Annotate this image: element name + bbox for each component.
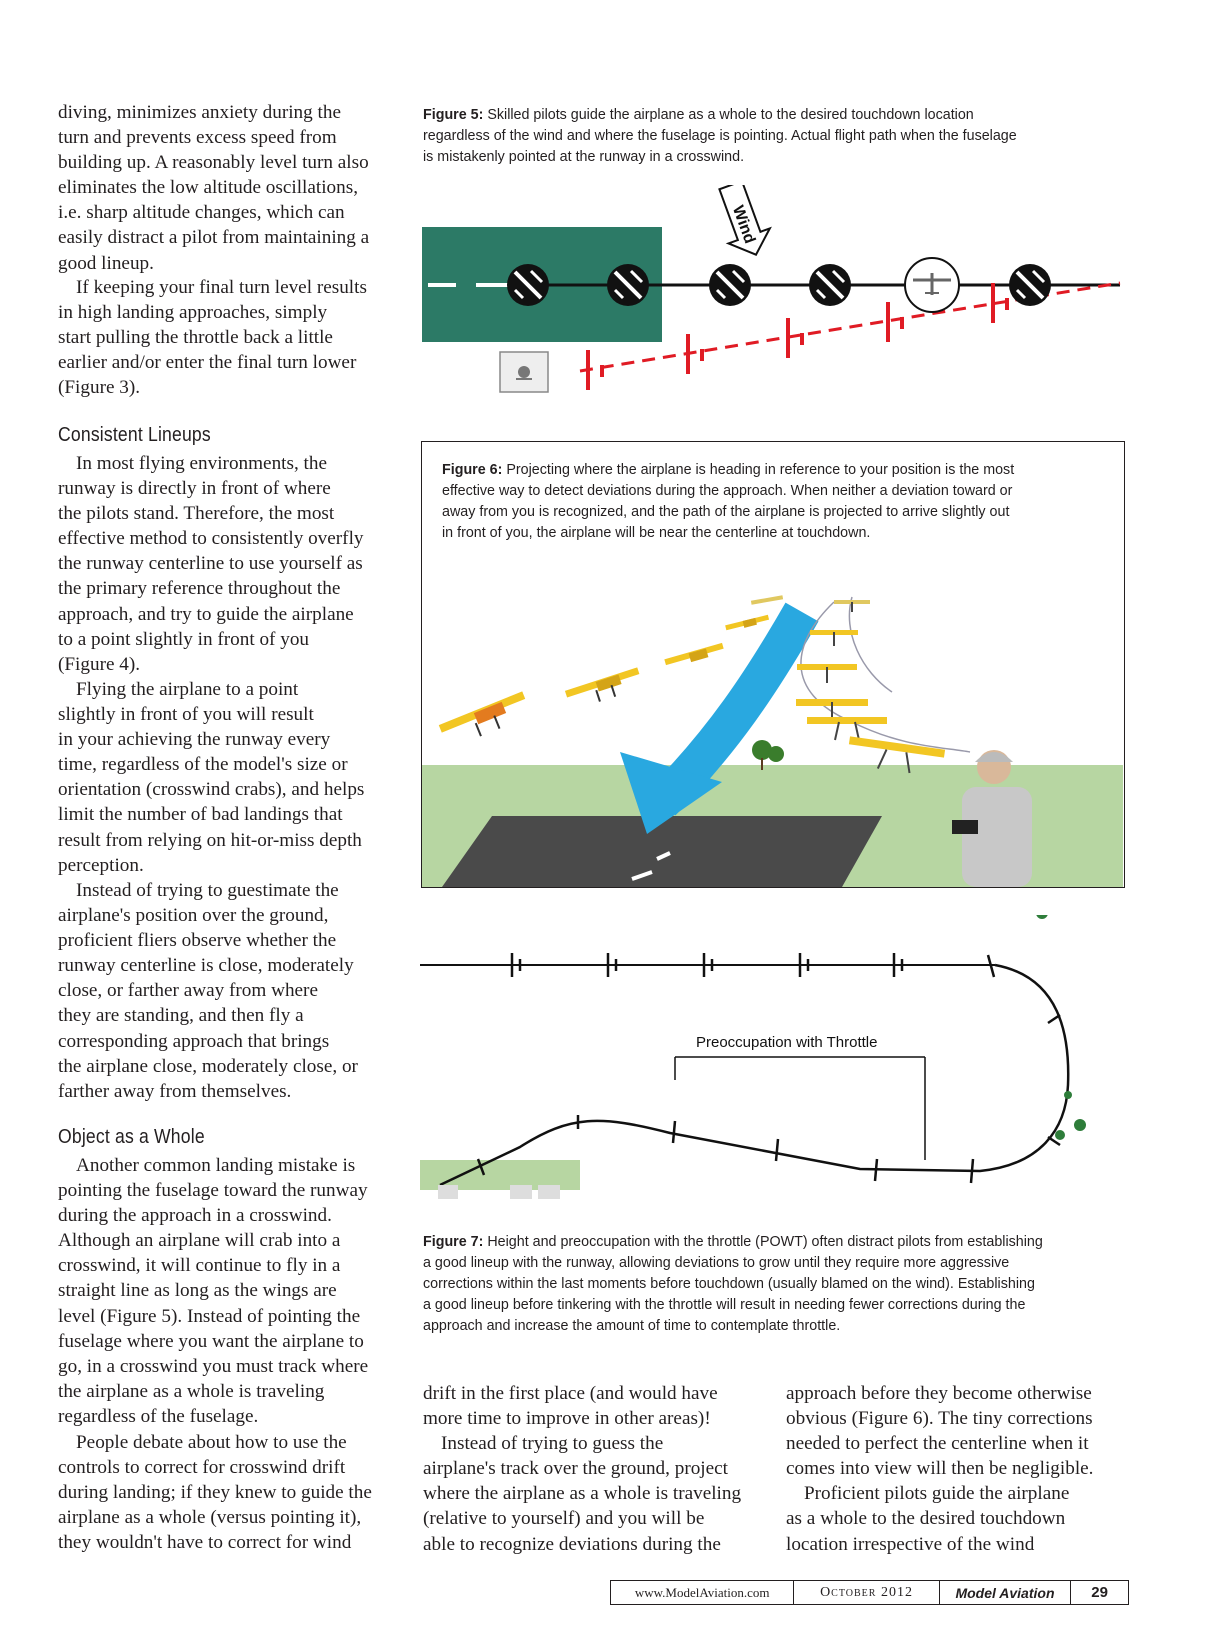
crabbed-airplane bbox=[809, 264, 851, 306]
footer-magazine: Model Aviation bbox=[940, 1581, 1072, 1604]
heading-object-as-whole: Object as a Whole bbox=[58, 1126, 205, 1148]
column-2-text: drift in the first place (and would have more time to improve in other areas)! Instead of trying to guess the airplane's track over the ground, project where the airplane as a whole is traveling (relative to yourself) and you will be able to recognize deviations during the bbox=[423, 1383, 742, 1555]
crabbed-airplane bbox=[607, 264, 649, 306]
figure-5-caption: Figure 5: Skilled pilots guide the airplane as a whole to the desired touchdown location regardless of the wind and where the fuselage is pointing. Actual flight path when the fuselage is mistakenly pointed at the runway in a crosswind. bbox=[423, 107, 1017, 165]
pilot-icon-box bbox=[500, 352, 548, 392]
airplane bbox=[807, 717, 887, 740]
approach-path-line bbox=[440, 965, 1068, 1185]
airplane bbox=[751, 595, 783, 604]
wind-arrow bbox=[710, 185, 777, 262]
paragraph-1: diving, minimizes anxiety during the turn and prevents excess speed from building up. A reasonably level turn also eliminates the low altitude oscillations, i.e. sharp altitude changes, which can easily distract a pilot from maintaining a good lineup. bbox=[58, 102, 370, 274]
page-footer bbox=[610, 1580, 1129, 1605]
paragraph-2: If keeping your final turn level results in high landing approaches, simply start pulling the throttle back a little earlier and/or enter the final turn lower (Figure 3). bbox=[58, 277, 367, 399]
footer-url[interactable]: www.ModelAviation.com bbox=[611, 1581, 794, 1604]
figure-6-frame bbox=[421, 441, 1125, 888]
figure-6-caption: Figure 6: Projecting where the airplane is heading in reference to your position is the most effective way to detect deviations during the approach. When neither a deviation toward or away from you is recognized, and the path of the airplane is projected to arrive slightly out in front of you, the airplane will be near the centerline at touchdown. bbox=[442, 462, 1015, 541]
crabbed-airplane bbox=[507, 264, 549, 306]
path-tick-marks bbox=[478, 953, 1060, 1183]
airplane bbox=[834, 600, 870, 612]
crabbed-airplane bbox=[1009, 264, 1051, 306]
figure-7-caption: Figure 7: Height and preoccupation with the throttle (POWT) often distract pilots from establishing a good lineup with the runway, allowing deviations to grow until they require more aggressive corrections within the last moments before touchdown (usually blamed on the wind). Establishing a good lineup before tinkering with the throttle will result in needing fewer corrections during the approach and increase the amount of time to contemplate throttle. bbox=[423, 1234, 1043, 1334]
paragraph-6: Another common landing mistake is pointing the fuselage toward the runway during the approach in a crosswind. Although an airplane will crab into a crosswind, it will continue to fly in a straight line as long as the wings are level (Figure 5). Instead of pointing the fuselage where you want the airplane to go, in a crosswind you must track where the airplane as a whole is traveling regardless of the fuselage. bbox=[58, 1155, 369, 1427]
footer-date: October 2012 bbox=[794, 1581, 939, 1604]
paragraph-4: Flying the airplane to a point slightly in front of you will result in your achieving the runway every time, regardless of the model's size or orientation (crosswind crabs), and helps limit the number of bad landings that result from relying on hit-or-miss depth perception. bbox=[58, 679, 365, 876]
airplane bbox=[797, 664, 857, 683]
column-3-text: approach before they become otherwise obvious (Figure 6). The tiny corrections needed to perfect the centerline when it comes into view will then be negligible. Proficient pilots guide the airplane as a whole to the desired touchdown location irrespective of the wind bbox=[786, 1383, 1094, 1555]
preoccupation-label: Preoccupation with Throttle bbox=[696, 1034, 878, 1051]
airplane bbox=[796, 699, 868, 720]
figure-5-diagram bbox=[420, 185, 1130, 420]
figure-6-illustration bbox=[422, 572, 1123, 887]
airplane bbox=[725, 615, 769, 632]
airplane bbox=[664, 643, 724, 669]
figure-7-diagram bbox=[420, 915, 1128, 1210]
airplane bbox=[565, 667, 644, 710]
throttle-bracket bbox=[675, 1057, 925, 1160]
svg-text:Wind: Wind bbox=[728, 203, 759, 246]
airplane bbox=[439, 691, 532, 749]
paragraph-5: Instead of trying to guestimate the airplane's position over the ground, proficient fliers observe whether the runway centerline is close, moderately close, or farther away from where they are standing, and then fly a corresponding approach that brings the airplane close, moderately close, or farther away from themselves. bbox=[58, 880, 358, 1102]
airplane bbox=[810, 630, 858, 646]
pilot-position-circle bbox=[905, 258, 959, 312]
crabbed-airplane bbox=[709, 264, 751, 306]
paragraph-3: In most flying environments, the runway is directly in front of where the pilots stand. Therefore, the most effective method to consistently overfly the runway centerline to use yourself as the primary reference throughout the approach, and try to guide the airplane to a point slightly in front of you (Figure 4). bbox=[58, 453, 364, 675]
runway-perspective bbox=[442, 816, 882, 887]
tree-icon bbox=[1036, 915, 1086, 1140]
flight-path-curve bbox=[849, 597, 892, 692]
paragraph-7: People debate about how to use the controls to correct for crosswind drift during landing; if they knew to guide the airplane as a whole (versus pointing it), they wouldn't have to correct for wind bbox=[58, 1432, 372, 1554]
page-number: 29 bbox=[1091, 1584, 1108, 1601]
heading-consistent-lineups: Consistent Lineups bbox=[58, 424, 211, 446]
